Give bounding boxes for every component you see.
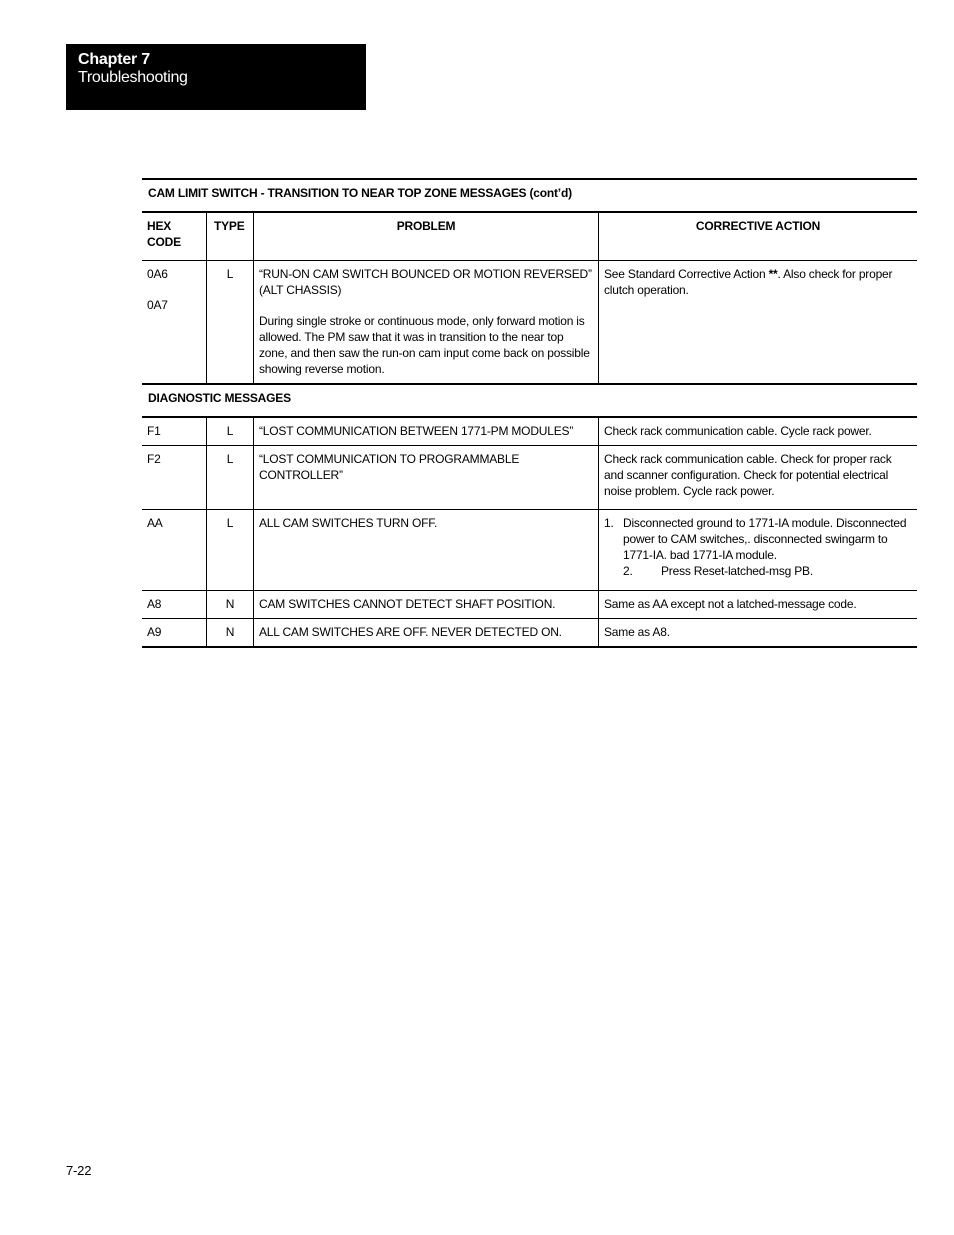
- action-list: [604, 515, 912, 579]
- action-cell: Check rack communication cable. Cycle rack power.: [604, 424, 872, 438]
- table-row: [142, 619, 917, 648]
- action-marker: **: [768, 267, 778, 281]
- hex-code-cell: AA: [142, 510, 207, 590]
- type-cell: L: [207, 510, 254, 590]
- col-header-type: TYPE: [207, 213, 254, 260]
- list-text: Press Reset-latched-msg PB.: [661, 564, 813, 578]
- type-cell: N: [207, 591, 254, 618]
- list-number: 2.: [623, 564, 633, 578]
- action-list-item: [604, 563, 912, 579]
- problem-cell: “LOST COMMUNICATION TO PROGRAMMABLE CONTROLLER”: [254, 446, 599, 509]
- hex-code-cell: [142, 261, 207, 383]
- table-header-row: [142, 213, 917, 261]
- type-cell: L: [207, 446, 254, 509]
- section-title-diagnostic: DIAGNOSTIC MESSAGES: [142, 385, 917, 418]
- action-cell: [599, 510, 917, 590]
- problem-cell: CAM SWITCHES CANNOT DETECT SHAFT POSITION.: [254, 591, 599, 618]
- action-text: See Standard Corrective Action: [604, 267, 769, 281]
- hex-code-cell: F2: [142, 446, 207, 509]
- type-cell: N: [207, 619, 254, 646]
- action-cell: Same as AA except not a latched-message code.: [604, 597, 857, 611]
- table-row: [142, 261, 917, 385]
- table-row: [142, 418, 917, 446]
- type-cell: L: [207, 418, 254, 445]
- messages-table: [142, 178, 917, 648]
- type-cell: L: [207, 261, 254, 383]
- action-cell: Same as A8.: [604, 625, 670, 639]
- problem-description: During single stroke or continuous mode, only forward motion is allowed. The PM saw that it was in transition to the near top zone, and then saw the run-on cam input come back on possible showing reverse motion.: [259, 314, 590, 376]
- hex-code-cell: F1: [142, 418, 207, 445]
- hex-code-cell: A9: [142, 619, 207, 646]
- chapter-title: Troubleshooting: [78, 69, 188, 86]
- hex-code: 0A7: [147, 298, 168, 312]
- action-cell: [599, 261, 917, 383]
- action-text: . Also check for proper clutch operation.: [604, 267, 893, 297]
- problem-message: “RUN-ON CAM SWITCH BOUNCED OR MOTION REVERSED” (ALT CHASSIS): [259, 267, 592, 297]
- problem-cell: “LOST COMMUNICATION BETWEEN 1771-PM MODULES”: [254, 418, 599, 445]
- col-header-corrective-action: CORRECTIVE ACTION: [695, 219, 821, 233]
- table-row: [142, 510, 917, 591]
- list-text: Disconnected ground to 1771-IA module. Disconnected power to CAM switches,. disconnected swingarm to 1771-IA. bad 1771-IA module.: [623, 516, 907, 562]
- problem-cell: [254, 261, 599, 383]
- page-number: 7-22: [66, 1163, 92, 1178]
- col-header-problem: PROBLEM: [254, 213, 599, 260]
- col-header-hex-code: HEX CODE: [142, 213, 207, 260]
- hex-code-cell: A8: [142, 591, 207, 618]
- table-title: CAM LIMIT SWITCH - TRANSITION TO NEAR TOP ZONE MESSAGES (cont’d): [142, 180, 917, 213]
- list-number: 1.: [604, 516, 614, 530]
- table-row: [142, 591, 917, 619]
- problem-cell: ALL CAM SWITCHES TURN OFF.: [254, 510, 599, 590]
- action-cell: Check rack communication cable. Check for proper rack and scanner configuration. Check for potential electrical noise problem. Cycle rack power.: [604, 452, 892, 498]
- action-list-item: [604, 515, 912, 563]
- table-row: [142, 446, 917, 510]
- chapter-header: [66, 44, 366, 110]
- hex-code: 0A6: [147, 267, 168, 281]
- problem-cell: ALL CAM SWITCHES ARE OFF. NEVER DETECTED ON.: [254, 619, 599, 646]
- chapter-number: Chapter 7: [78, 51, 150, 68]
